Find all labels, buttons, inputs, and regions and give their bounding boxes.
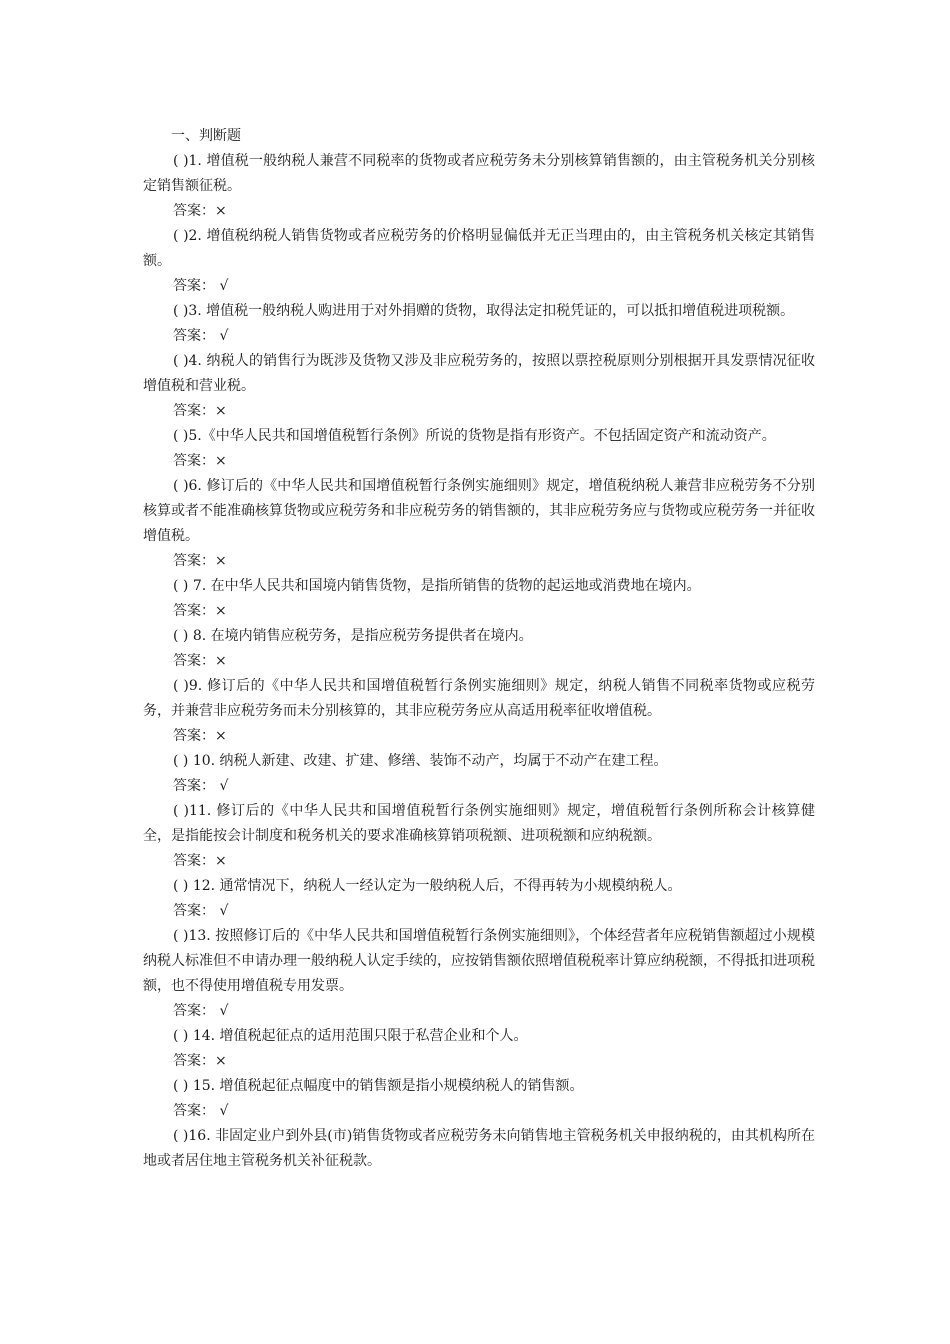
answer-9: 答案：× [173, 728, 227, 744]
question-4: ( )4. 纳税人的销售行为既涉及货物又涉及非应税劳务的，按照以票控税原则分别根据开具发票情况征收增值税和营业税。 [143, 353, 815, 394]
answer-3: 答案： √ [173, 328, 229, 344]
answer-4: 答案：× [173, 403, 227, 419]
question-16: ( )16. 非固定业户到外县(市)销售货物或者应税劳务未向销售地主管税务机关申报纳税的，由其机构所在地或者居住地主管税务机关补征税款。 [143, 1128, 815, 1169]
question-15: ( ) 15. 增值税起征点幅度中的销售额是指小规模纳税人的销售额。 [173, 1078, 584, 1094]
question-3: ( )3. 增值税一般纳税人购进用于对外捐赠的货物，取得法定扣税凭证的，可以抵扣增值税进项税额。 [173, 303, 795, 319]
question-5: ( )5.《中华人民共和国增值税暂行条例》所说的货物是指有形资产。不包括固定资产和流动资产。 [173, 428, 776, 444]
answer-5: 答案：× [173, 453, 227, 469]
answer-15: 答案： √ [173, 1103, 229, 1119]
answer-10: 答案： √ [173, 778, 229, 794]
question-7: ( ) 7. 在中华人民共和国境内销售货物，是指所销售的货物的起运地或消费地在境内。 [173, 578, 701, 594]
answer-2: 答案： √ [173, 278, 229, 294]
question-13: ( )13. 按照修订后的《中华人民共和国增值税暂行条例实施细则》，个体经营者年应税销售额超过小规模纳税人标准但不申请办理一般纳税人认定手续的，应按销售额依照增值税税率计算应纳税额，不得抵扣进项税额，也不得使用增值税专用发票。 [143, 928, 815, 994]
question-6: ( )6. 修订后的《中华人民共和国增值税暂行条例实施细则》规定，增值税纳税人兼营非应税劳务不分别核算或者不能准确核算货物或应税劳务和非应税劳务的销售额的，其非应税劳务应与货物或应税劳务一并征收增值税。 [143, 478, 815, 544]
question-11: ( )11. 修订后的《中华人民共和国增值税暂行条例实施细则》规定，增值税暂行条例所称会计核算健全，是指能按会计制度和税务机关的要求准确核算销项税额、进项税额和应纳税额。 [143, 803, 815, 844]
question-12: ( ) 12. 通常情况下，纳税人一经认定为一般纳税人后，不得再转为小规模纳税人。 [173, 878, 682, 894]
question-2: ( )2. 增值税纳税人销售货物或者应税劳务的价格明显偏低并无正当理由的，由主管税务机关核定其销售额。 [143, 228, 815, 269]
section-title: 一、判断题 [171, 128, 241, 144]
question-14: ( ) 14. 增值税起征点的适用范围只限于私营企业和个人。 [173, 1028, 528, 1044]
answer-6: 答案：× [173, 553, 227, 569]
answer-13: 答案： √ [173, 1003, 229, 1019]
answer-1: 答案：× [173, 203, 227, 219]
answer-12: 答案： √ [173, 903, 229, 919]
question-10: ( ) 10. 纳税人新建、改建、扩建、修缮、装饰不动产，均属于不动产在建工程。 [173, 753, 668, 769]
question-1: ( )1. 增值税一般纳税人兼营不同税率的货物或者应税劳务未分别核算销售额的，由主管税务机关分别核定销售额征税。 [143, 153, 815, 194]
answer-8: 答案：× [173, 653, 227, 669]
question-8: ( ) 8. 在境内销售应税劳务，是指应税劳务提供者在境内。 [173, 628, 533, 644]
answer-7: 答案：× [173, 603, 227, 619]
question-9: ( )9. 修订后的《中华人民共和国增值税暂行条例实施细则》规定，纳税人销售不同税率货物或应税劳务，并兼营非应税劳务而未分别核算的，其非应税劳务应从高适用税率征收增值税。 [143, 678, 815, 719]
answer-14: 答案：× [173, 1053, 227, 1069]
document-page [143, 124, 815, 1174]
answer-11: 答案：× [173, 853, 227, 869]
